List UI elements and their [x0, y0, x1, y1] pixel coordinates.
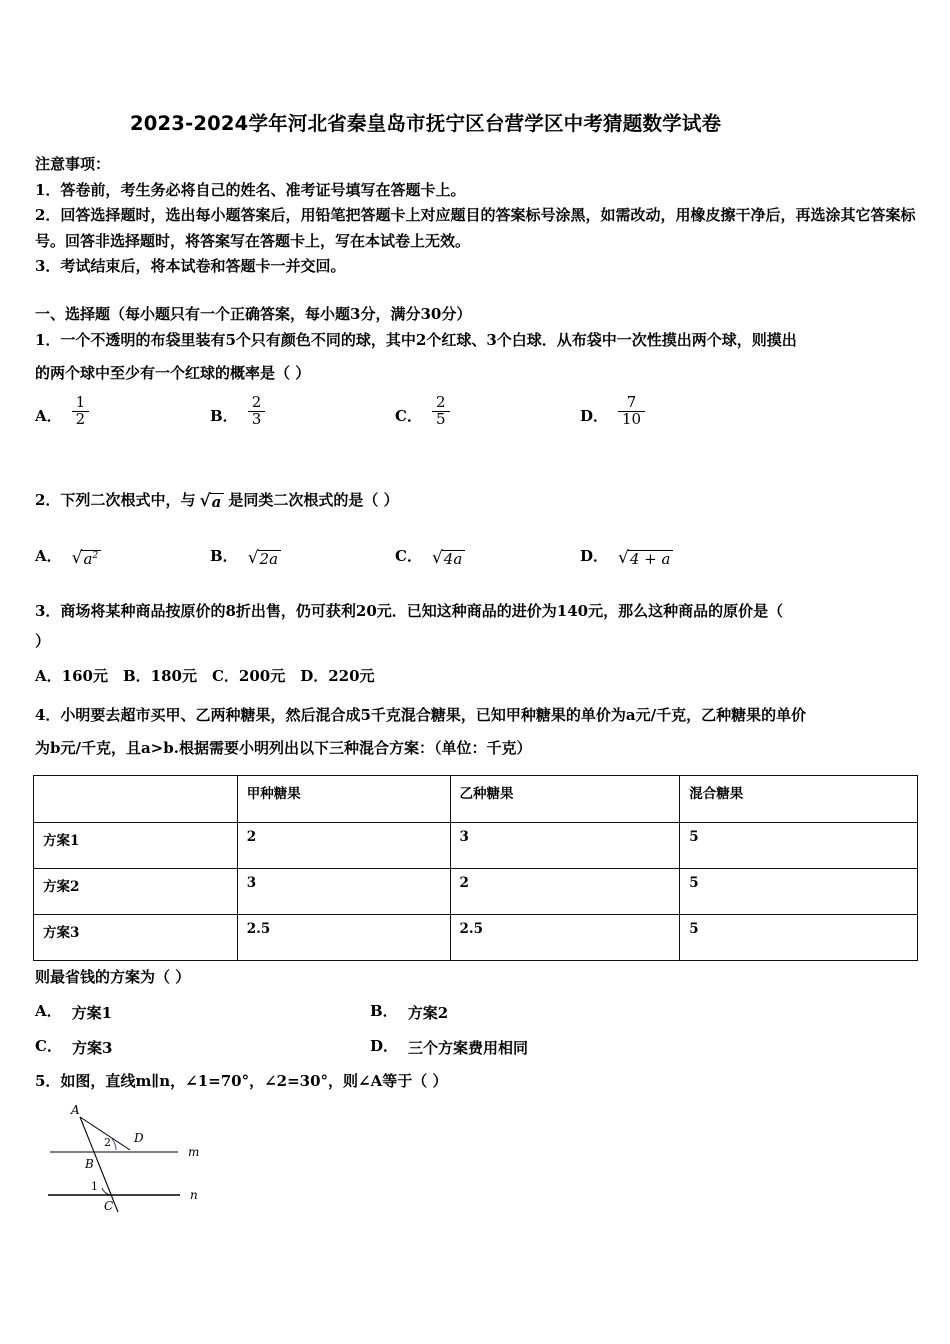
fraction-denominator: 5 [432, 411, 450, 428]
question-4-option-b[interactable] [370, 1000, 448, 1023]
figure-label-b: B [85, 1157, 94, 1171]
table-cell-mixed: 5 [680, 823, 918, 869]
option-label-d: D． [370, 1037, 399, 1055]
figure-label-line-n: n [190, 1188, 198, 1202]
option-label-d: D． [580, 406, 609, 425]
question-3-text-line1: 3．商场将某种商品按原价的8折出售，仍可获利20元．已知这种商品的进价为140元，那么这种商品的原价是（ [35, 602, 784, 620]
question-3-text-line2: ） [35, 632, 51, 650]
question-2-option-c[interactable] [395, 545, 580, 568]
question-1-option-b[interactable] [210, 395, 395, 428]
table-row [34, 869, 918, 915]
notice-item-3: 3．考试结束后，将本试卷和答题卡一并交回。 [35, 257, 346, 275]
table-header-cell-candy-a: 甲种糖果 [237, 776, 450, 823]
table-cell-candy-a: 2.5 [237, 915, 450, 961]
radical-sign-icon: √ [431, 548, 443, 569]
radical-sqrt-4a [432, 550, 465, 568]
table-row [34, 823, 918, 869]
question-2-suffix: 是同类二次根式的是（ ） [228, 491, 399, 509]
notice-heading: 注意事项： [35, 155, 111, 173]
option-text: 方案1 [71, 1004, 113, 1022]
question-1-options [35, 395, 925, 428]
figure-angle-2-label: 2 [104, 1136, 111, 1149]
fraction-denominator: 10 [618, 411, 645, 428]
figure-label-a: A [71, 1103, 80, 1117]
candy-scheme-table [33, 775, 918, 961]
radicand: 2a [258, 550, 282, 568]
fraction-numerator: 1 [75, 393, 86, 411]
option-text: 方案3 [71, 1039, 113, 1057]
table-header-cell-candy-b: 乙种糖果 [450, 776, 680, 823]
fraction-two-thirds [248, 395, 266, 428]
figure-label-c: C [104, 1199, 114, 1213]
option-label-d: D． [580, 547, 609, 565]
table-cell-scheme-name: 方案1 [34, 823, 238, 869]
option-text: 三个方案费用相同 [408, 1039, 529, 1057]
radical-sqrt-4-plus-a [618, 550, 673, 568]
option-label-a: A． [35, 547, 62, 565]
radical-sqrt-a-squared [72, 550, 102, 568]
notice-item-2: 2．回答选择题时，选出每小题答案后，用铅笔把答题卡上对应题目的答案标号涂黑，如需改动，用橡皮擦干净后，再选涂其它答案标号。回答非选择题时，将答案写在答题卡上，写在本试卷上无效。 [35, 206, 916, 250]
radicand: 4 + a [628, 550, 674, 568]
notice-item-1: 1．答卷前，考生务必将自己的姓名、准考证号填写在答题卡上。 [35, 180, 466, 199]
question-2-prefix: 2．下列二次根式中，与 [35, 491, 196, 509]
question-2-options [35, 545, 925, 568]
radicand: 4a [442, 550, 466, 568]
fraction-denominator: 2 [72, 411, 90, 428]
radical-sign-icon: √ [71, 548, 83, 569]
radical-sign-icon: √ [618, 548, 629, 569]
fraction-numerator: 2 [435, 393, 446, 411]
fraction-numerator: 2 [251, 393, 262, 411]
question-4-ask: 则最省钱的方案为（ ） [35, 968, 191, 986]
radicand-base: a [83, 550, 93, 569]
radical-sign-icon: √ [199, 491, 211, 512]
table-cell-mixed: 5 [680, 869, 918, 915]
question-5-geometry-figure [38, 1100, 268, 1240]
option-label-c: C． [395, 547, 422, 565]
parallel-lines-diagram [38, 1100, 268, 1240]
table-cell-candy-b: 2.5 [450, 915, 680, 961]
radical-sqrt-a [199, 493, 224, 511]
table-cell-candy-a: 2 [237, 823, 450, 869]
table-cell-scheme-name: 方案2 [34, 869, 238, 915]
question-1-option-c[interactable] [395, 395, 580, 428]
page-title: 2023-2024学年河北省秦皇岛市抚宁区台营学区中考猜题数学试卷 [130, 112, 722, 135]
table-cell-candy-a: 3 [237, 869, 450, 915]
figure-angle-1-label: 1 [91, 1180, 98, 1193]
question-4-option-d[interactable] [370, 1035, 528, 1058]
question-4-options-row-1 [35, 1000, 925, 1023]
table-row [34, 915, 918, 961]
fraction-numerator: 7 [626, 393, 637, 411]
radical-sqrt-2a [248, 550, 281, 568]
question-1-text-line1: 1．一个不透明的布袋里装有5个只有颜色不同的球，其中2个红球、3个白球．从布袋中一次性摸出两个球，则摸出 [35, 331, 797, 349]
table-header-cell-mixed: 混合糖果 [680, 776, 918, 823]
radicand: a [210, 493, 225, 511]
option-text: 方案2 [407, 1004, 449, 1022]
question-2-text [35, 489, 915, 511]
figure-label-d: D [134, 1131, 144, 1145]
table-cell-candy-b: 2 [450, 869, 680, 915]
question-2-option-a[interactable] [35, 545, 210, 568]
question-1-option-d[interactable] [580, 395, 645, 428]
question-5-text: 5．如图，直线m∥n，∠1=70°，∠2=30°，则∠A等于（ ） [35, 1072, 448, 1090]
fraction-two-fifths [432, 395, 450, 428]
notice-block [35, 152, 925, 280]
table-cell-candy-b: 3 [450, 823, 680, 869]
option-label-a: A． [35, 406, 62, 425]
fraction-seven-tenths [618, 395, 645, 428]
fraction-denominator: 3 [248, 411, 266, 428]
question-2-option-b[interactable] [210, 545, 395, 568]
question-1-option-a[interactable] [35, 395, 210, 428]
option-label-b: B． [370, 1002, 398, 1020]
option-label-c: C． [395, 406, 422, 425]
figure-label-line-m: m [188, 1145, 200, 1159]
question-4-option-a[interactable] [35, 1000, 370, 1023]
section-heading-choice: 一、选择题（每小题只有一个正确答案，每小题3分，满分30分） [35, 305, 472, 323]
question-4-options-row-2 [35, 1035, 925, 1058]
radical-sign-icon: √ [247, 548, 259, 569]
radicand [81, 550, 101, 568]
question-4-text-line1: 4．小明要去超市买甲、乙两种糖果，然后混合成5千克混合糖果，已知甲种糖果的单价为a元/千克，乙种糖果的单价 [35, 706, 807, 724]
question-4-text-line2: 为b元/千克，且a>b.根据需要小明列出以下三种混合方案：（单位：千克） [35, 739, 532, 757]
question-1-text-line2: 的两个球中至少有一个红球的概率是（ ） [35, 364, 311, 382]
table-cell-scheme-name: 方案3 [34, 915, 238, 961]
option-label-b: B． [210, 547, 238, 565]
question-4-option-c[interactable] [35, 1035, 370, 1058]
fraction-one-half [72, 395, 90, 428]
radicand-exponent: 2 [92, 551, 99, 562]
question-3-options[interactable]: A．160元 B．180元 C．200元 D．220元 [35, 667, 375, 685]
table-cell-mixed: 5 [680, 915, 918, 961]
option-label-c: C． [35, 1037, 62, 1055]
table-header-cell-blank [34, 776, 238, 823]
option-label-a: A． [35, 1002, 62, 1020]
question-2-option-d[interactable] [580, 545, 673, 568]
table-header-row [34, 776, 918, 823]
option-label-b: B． [210, 406, 238, 425]
